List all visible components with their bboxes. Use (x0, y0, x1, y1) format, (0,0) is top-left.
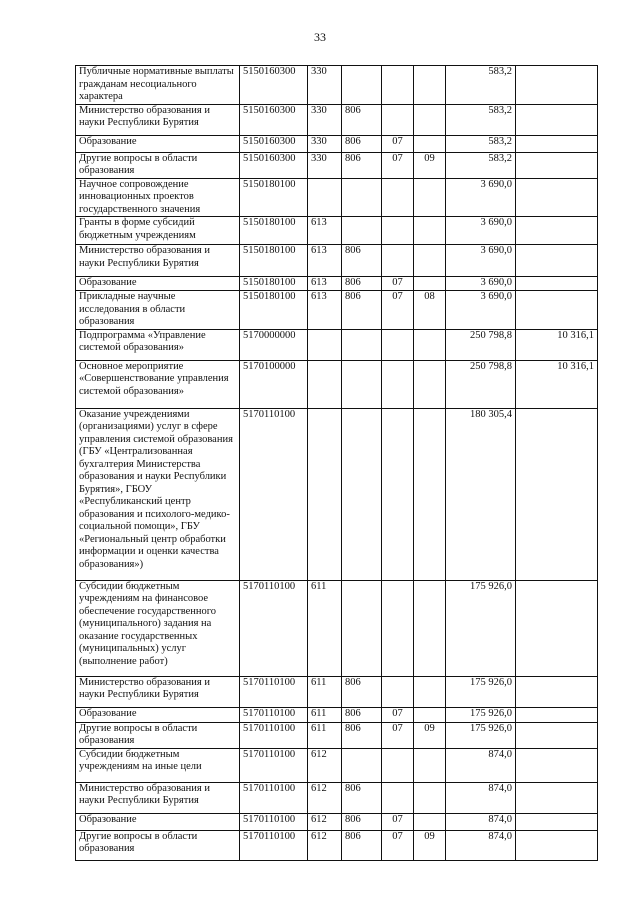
cell-subsection (414, 104, 446, 135)
cell-section: 07 (382, 707, 414, 722)
cell-ministry: 806 (342, 676, 382, 707)
cell-ministry (342, 66, 382, 105)
cell-sum: 3 690,0 (446, 291, 516, 330)
cell-sum-secondary (516, 291, 598, 330)
cell-ministry: 806 (342, 104, 382, 135)
cell-expense-type: 330 (308, 135, 342, 152)
table-row (76, 782, 598, 813)
table-row (76, 830, 598, 860)
cell-name: Субсидии бюджетным учреждениям на иные цели (76, 748, 240, 782)
cell-subsection (414, 782, 446, 813)
cell-subsection (414, 245, 446, 277)
cell-sum-secondary (516, 245, 598, 277)
cell-sum-secondary (516, 152, 598, 178)
cell-section (382, 104, 414, 135)
cell-ministry: 806 (342, 135, 382, 152)
cell-section: 07 (382, 152, 414, 178)
table-row (76, 408, 598, 580)
table-row (76, 152, 598, 178)
table-row (76, 66, 598, 105)
cell-expense-type (308, 408, 342, 580)
cell-subsection: 09 (414, 722, 446, 748)
page-number: 33 (314, 30, 326, 44)
cell-ministry: 806 (342, 782, 382, 813)
cell-ministry: 806 (342, 813, 382, 830)
cell-sum: 874,0 (446, 748, 516, 782)
table-row (76, 580, 598, 676)
cell-name: Образование (76, 813, 240, 830)
table-row (76, 722, 598, 748)
cell-name: Гранты в форме субсидий бюджетным учреждениям (76, 217, 240, 245)
cell-sum: 3 690,0 (446, 277, 516, 291)
cell-expense-type: 613 (308, 245, 342, 277)
cell-sum-secondary (516, 277, 598, 291)
cell-ministry: 806 (342, 277, 382, 291)
cell-code: 5150160300 (240, 152, 308, 178)
cell-expense-type: 612 (308, 748, 342, 782)
cell-subsection (414, 408, 446, 580)
cell-ministry (342, 217, 382, 245)
cell-section (382, 676, 414, 707)
table-row (76, 277, 598, 291)
cell-sum-secondary (516, 748, 598, 782)
cell-name: Образование (76, 277, 240, 291)
cell-sum-secondary (516, 782, 598, 813)
cell-code: 5150180100 (240, 245, 308, 277)
cell-name: Прикладные научные исследования в области образования (76, 291, 240, 330)
cell-sum: 175 926,0 (446, 722, 516, 748)
cell-name: Министерство образования и науки Республики Бурятия (76, 782, 240, 813)
cell-expense-type: 612 (308, 813, 342, 830)
cell-expense-type: 330 (308, 104, 342, 135)
cell-section (382, 329, 414, 360)
cell-section: 07 (382, 722, 414, 748)
cell-sum-secondary (516, 178, 598, 217)
cell-subsection (414, 707, 446, 722)
cell-name: Образование (76, 707, 240, 722)
table-row (76, 748, 598, 782)
cell-code: 5170110100 (240, 707, 308, 722)
cell-ministry: 806 (342, 152, 382, 178)
cell-code: 5170110100 (240, 408, 308, 580)
cell-sum: 175 926,0 (446, 676, 516, 707)
cell-section (382, 178, 414, 217)
cell-sum: 3 690,0 (446, 178, 516, 217)
cell-ministry: 806 (342, 722, 382, 748)
cell-sum: 583,2 (446, 152, 516, 178)
cell-subsection (414, 135, 446, 152)
cell-code: 5150180100 (240, 217, 308, 245)
cell-section (382, 782, 414, 813)
cell-sum: 874,0 (446, 813, 516, 830)
cell-code: 5170000000 (240, 329, 308, 360)
cell-sum-secondary (516, 830, 598, 860)
cell-sum-secondary (516, 580, 598, 676)
cell-sum-secondary (516, 217, 598, 245)
cell-sum-secondary (516, 104, 598, 135)
cell-sum: 583,2 (446, 104, 516, 135)
cell-name: Министерство образования и науки Республики Бурятия (76, 676, 240, 707)
cell-sum: 3 690,0 (446, 245, 516, 277)
cell-code: 5170110100 (240, 722, 308, 748)
cell-expense-type: 612 (308, 782, 342, 813)
cell-section: 07 (382, 277, 414, 291)
cell-sum-secondary: 10 316,1 (516, 329, 598, 360)
cell-code: 5150180100 (240, 178, 308, 217)
table-row (76, 178, 598, 217)
cell-ministry (342, 360, 382, 408)
table-row (76, 360, 598, 408)
cell-sum: 180 305,4 (446, 408, 516, 580)
cell-sum-secondary (516, 707, 598, 722)
cell-sum-secondary (516, 66, 598, 105)
cell-expense-type: 613 (308, 291, 342, 330)
budget-table (75, 65, 598, 861)
cell-sum: 175 926,0 (446, 580, 516, 676)
cell-section (382, 66, 414, 105)
cell-expense-type: 611 (308, 707, 342, 722)
table-row (76, 291, 598, 330)
cell-subsection (414, 66, 446, 105)
cell-ministry: 806 (342, 707, 382, 722)
cell-code: 5170110100 (240, 748, 308, 782)
cell-name: Субсидии бюджетным учреждениям на финансовое обеспечение государственного (муниципального) задания на оказание государственных (муниципальных) услуг (выполнение работ) (76, 580, 240, 676)
cell-name: Другие вопросы в области образования (76, 830, 240, 860)
cell-section (382, 748, 414, 782)
cell-expense-type: 330 (308, 152, 342, 178)
cell-subsection (414, 178, 446, 217)
cell-name: Подпрограмма «Управление системой образования» (76, 329, 240, 360)
cell-code: 5170110100 (240, 676, 308, 707)
cell-ministry (342, 178, 382, 217)
cell-section (382, 408, 414, 580)
table-row (76, 217, 598, 245)
cell-name: Другие вопросы в области образования (76, 152, 240, 178)
cell-sum-secondary (516, 408, 598, 580)
cell-code: 5150180100 (240, 291, 308, 330)
cell-sum: 250 798,8 (446, 360, 516, 408)
cell-sum: 583,2 (446, 66, 516, 105)
cell-subsection (414, 813, 446, 830)
cell-sum: 874,0 (446, 830, 516, 860)
table-row (76, 707, 598, 722)
table-row (76, 329, 598, 360)
cell-subsection: 09 (414, 830, 446, 860)
cell-subsection (414, 676, 446, 707)
cell-expense-type: 612 (308, 830, 342, 860)
cell-subsection (414, 360, 446, 408)
cell-name: Публичные нормативные выплаты гражданам несоциального характера (76, 66, 240, 105)
cell-ministry (342, 748, 382, 782)
cell-name: Министерство образования и науки Республики Бурятия (76, 104, 240, 135)
cell-sum-secondary (516, 676, 598, 707)
cell-expense-type: 613 (308, 217, 342, 245)
cell-sum: 175 926,0 (446, 707, 516, 722)
table-row (76, 813, 598, 830)
cell-code: 5150180100 (240, 277, 308, 291)
cell-ministry (342, 408, 382, 580)
cell-sum: 583,2 (446, 135, 516, 152)
cell-name: Оказание учреждениями (организациями) услуг в сфере управления системой образования (ГБУ «Централизованная бухгалтерия Министерства образования и науки Республики Бурятия», ГБОУ «Республиканский центр образования и психолого-медико-социальной помощи», ГБУ «Региональный центр обработки информации и оценки качества образования») (76, 408, 240, 580)
cell-ministry: 806 (342, 291, 382, 330)
cell-code: 5150160300 (240, 104, 308, 135)
cell-subsection: 09 (414, 152, 446, 178)
cell-name: Основное мероприятие «Совершенствование управления системой образования» (76, 360, 240, 408)
cell-subsection (414, 277, 446, 291)
budget-table-body (76, 66, 598, 861)
cell-section (382, 217, 414, 245)
cell-code: 5150160300 (240, 66, 308, 105)
cell-subsection (414, 329, 446, 360)
cell-name: Другие вопросы в области образования (76, 722, 240, 748)
cell-sum: 250 798,8 (446, 329, 516, 360)
cell-section: 07 (382, 135, 414, 152)
cell-sum-secondary (516, 813, 598, 830)
cell-ministry: 806 (342, 245, 382, 277)
cell-section: 07 (382, 813, 414, 830)
cell-ministry (342, 329, 382, 360)
cell-expense-type (308, 329, 342, 360)
cell-section (382, 360, 414, 408)
table-row (76, 245, 598, 277)
cell-name: Научное сопровождение инновационных проектов государственного значения (76, 178, 240, 217)
cell-sum-secondary (516, 722, 598, 748)
cell-section: 07 (382, 830, 414, 860)
table-row (76, 135, 598, 152)
cell-expense-type: 613 (308, 277, 342, 291)
table-row (76, 676, 598, 707)
cell-section: 07 (382, 291, 414, 330)
cell-code: 5170100000 (240, 360, 308, 408)
cell-expense-type: 330 (308, 66, 342, 105)
cell-code: 5170110100 (240, 782, 308, 813)
cell-subsection (414, 580, 446, 676)
cell-name: Министерство образования и науки Республики Бурятия (76, 245, 240, 277)
cell-expense-type: 611 (308, 676, 342, 707)
cell-sum-secondary: 10 316,1 (516, 360, 598, 408)
cell-sum: 3 690,0 (446, 217, 516, 245)
cell-expense-type (308, 360, 342, 408)
cell-subsection (414, 748, 446, 782)
cell-name: Образование (76, 135, 240, 152)
cell-ministry: 806 (342, 830, 382, 860)
cell-code: 5170110100 (240, 580, 308, 676)
cell-subsection (414, 217, 446, 245)
cell-expense-type (308, 178, 342, 217)
cell-subsection: 08 (414, 291, 446, 330)
cell-expense-type: 611 (308, 722, 342, 748)
cell-code: 5170110100 (240, 813, 308, 830)
table-row (76, 104, 598, 135)
cell-ministry (342, 580, 382, 676)
cell-section (382, 580, 414, 676)
cell-sum: 874,0 (446, 782, 516, 813)
cell-code: 5170110100 (240, 830, 308, 860)
cell-section (382, 245, 414, 277)
cell-code: 5150160300 (240, 135, 308, 152)
cell-expense-type: 611 (308, 580, 342, 676)
cell-sum-secondary (516, 135, 598, 152)
